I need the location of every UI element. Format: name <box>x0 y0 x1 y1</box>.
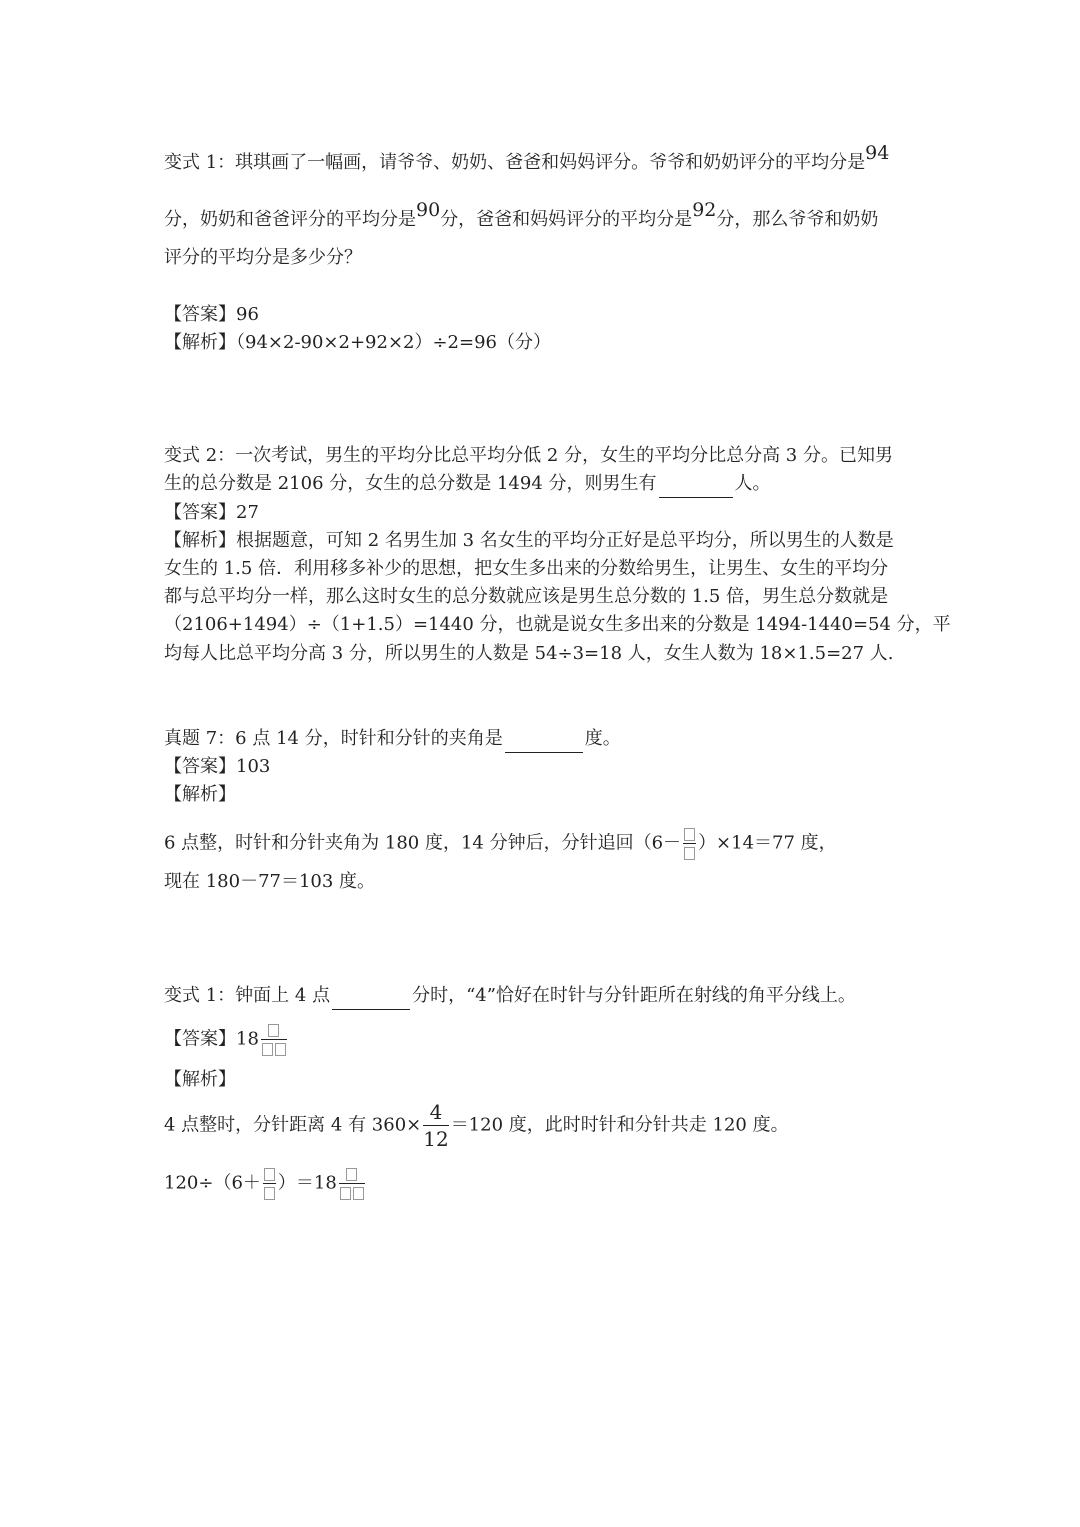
missing-glyph-icon <box>340 1187 351 1200</box>
b2-line2a: 生的总分数是 2106 分，女生的总分数是 1494 分，则男生有 <box>164 473 657 494</box>
b4-analysis-label: 【解析】 <box>164 1069 236 1090</box>
b2-a1: 【解析】根据题意，可知 2 名男生加 3 名女生的平均分正好是总平均分，所以男生的人数是 <box>164 530 894 551</box>
missing-glyph-icon <box>353 1187 364 1200</box>
score-90: 90 <box>416 199 441 221</box>
b2-line1: 变式 2：一次考试，男生的平均分比总平均分低 2 分，女生的平均分比总分高 3 分。已知男 <box>164 445 893 466</box>
fraction-placeholder <box>261 1022 287 1057</box>
b1-answer: 【答案】96 <box>164 304 259 325</box>
degree-blank <box>505 734 583 753</box>
b3-step2: 现在 180－77＝103 度。 <box>164 871 376 892</box>
answer-blank <box>659 479 733 498</box>
b1-l2a: 分，奶奶和爸爸评分的平均分是 <box>164 209 416 230</box>
b4-q-a: 变式 1：钟面上 4 点 <box>164 985 331 1006</box>
b4-s2a: 120÷（6＋ <box>164 1172 261 1194</box>
b3-step1 <box>164 826 837 861</box>
b2-answer: 【答案】27 <box>164 502 259 523</box>
missing-glyph-icon <box>684 828 695 841</box>
b2-line2b: 人。 <box>734 473 771 494</box>
b2-a2: 女生的 1.5 倍．利用移多补少的思想，把女生多出来的分数给男生，让男生、女生的平均分 <box>164 558 889 579</box>
b4-s2b: ）＝18 <box>277 1172 337 1194</box>
b2-line2 <box>164 470 771 498</box>
b4-s1b: ＝120 度，此时时针和分针共走 120 度。 <box>450 1114 789 1136</box>
b1-line1 <box>164 142 890 177</box>
missing-glyph-icon <box>262 1043 273 1056</box>
b3-analysis-label: 【解析】 <box>164 784 236 805</box>
numerator-4: 4 <box>429 1100 443 1124</box>
b2-a5: 均每人比总平均分高 3 分，所以男生的人数是 54÷3=18 人，女生人数为 18×1.5=27 人. <box>164 643 894 664</box>
b3-q-b: 度。 <box>584 728 621 749</box>
missing-glyph-icon <box>346 1168 357 1181</box>
fraction-placeholder <box>263 1166 276 1201</box>
b4-step1 <box>164 1100 789 1151</box>
missing-glyph-icon <box>275 1043 286 1056</box>
missing-glyph-icon <box>684 847 695 860</box>
b1-line1-text: 变式 1：琪琪画了一幅画，请爷爷、奶奶、爸爸和妈妈评分。爷爷和奶奶评分的平均分是 <box>164 152 866 173</box>
b1-line3: 评分的平均分是多少分？ <box>164 247 362 268</box>
score-92: 92 <box>692 199 717 221</box>
b4-s1a: 4 点整时，分针距离 4 有 360× <box>164 1114 422 1136</box>
minute-blank <box>332 991 410 1010</box>
b2-a4: （2106+1494）÷（1+1.5）=1440 分，也就是说女生多出来的分数是 1494-1440=54 分，平 <box>164 614 951 635</box>
b3-q-a: 真题 7：6 点 14 分，时针和分针的夹角是 <box>164 728 503 749</box>
missing-glyph-icon <box>268 1024 279 1037</box>
b1-line2 <box>164 199 879 234</box>
b4-answer-text: 【答案】18 <box>164 1028 259 1050</box>
b3-answer: 【答案】103 <box>164 756 271 777</box>
b3-question <box>164 725 621 753</box>
missing-glyph-icon <box>264 1187 275 1200</box>
b1-analysis: 【解析】（94×2-90×2+92×2）÷2=96（分） <box>164 332 551 353</box>
fraction-4-12 <box>423 1100 448 1151</box>
b1-l2c: 分，那么爷爷和奶奶 <box>716 209 879 230</box>
b4-question <box>164 982 856 1010</box>
b4-answer <box>164 1022 289 1057</box>
fraction-placeholder <box>683 826 696 861</box>
b3-s1b: ）×14＝77 度， <box>698 832 837 854</box>
b3-s1a: 6 点整，时针和分针夹角为 180 度，14 分钟后，分针追回（6－ <box>164 832 682 854</box>
missing-glyph-icon <box>264 1168 275 1181</box>
b1-l2b: 分，爸爸和妈妈评分的平均分是 <box>440 209 693 230</box>
b4-q-b: 分时，“4”恰好在时针与分针距所在射线的角平分线上。 <box>412 985 856 1006</box>
b2-a3: 都与总平均分一样，那么这时女生的总分数就应该是男生总分数的 1.5 倍，男生总分数就是 <box>164 586 889 607</box>
b4-step2 <box>164 1166 367 1201</box>
score-94: 94 <box>865 142 890 164</box>
fraction-placeholder <box>339 1166 365 1201</box>
denominator-12: 12 <box>423 1127 449 1151</box>
